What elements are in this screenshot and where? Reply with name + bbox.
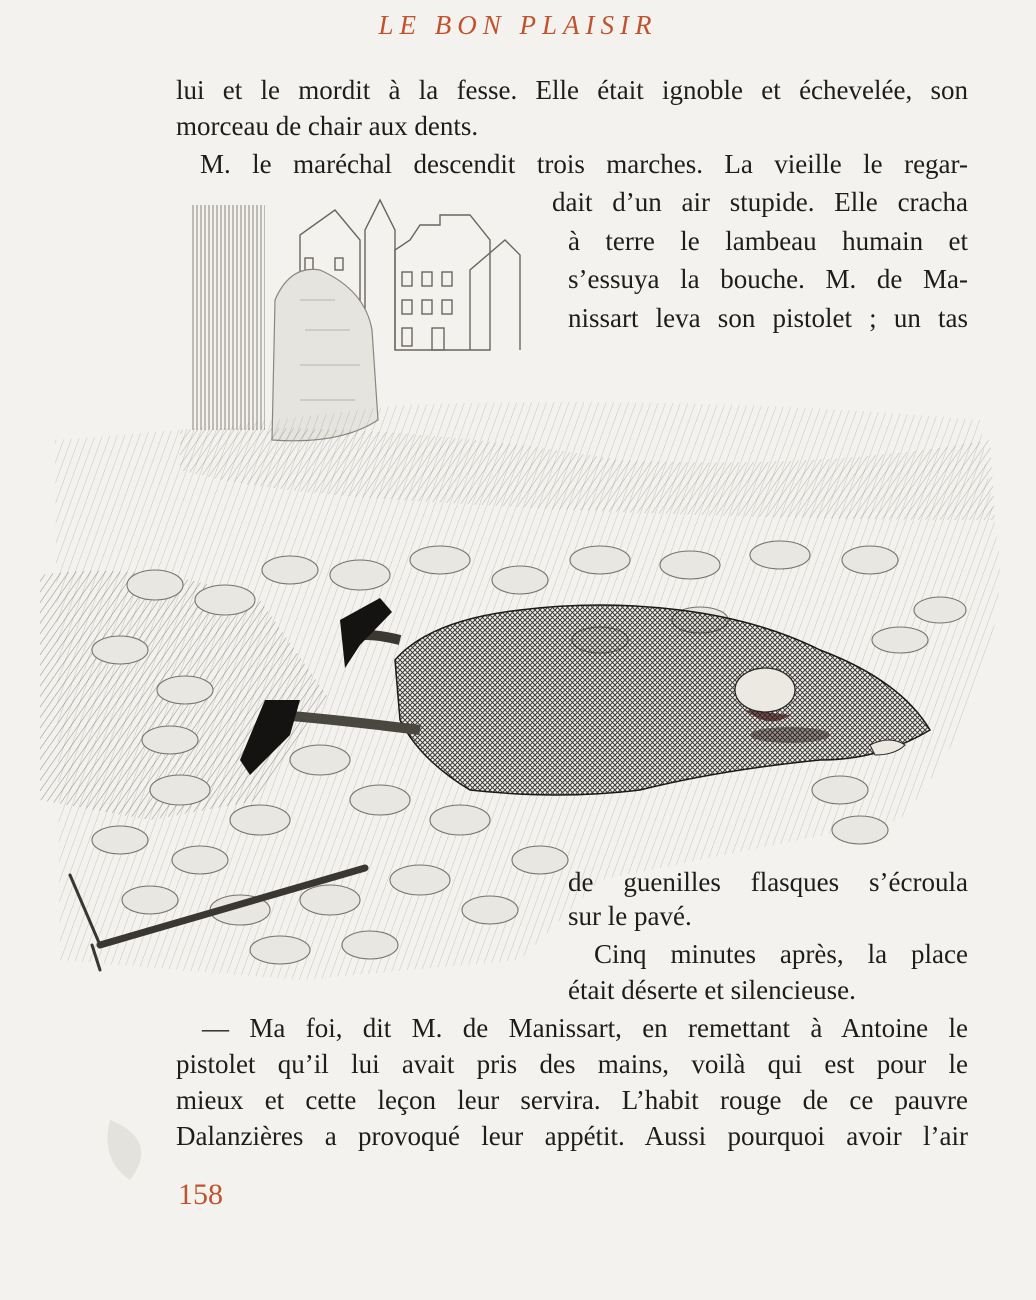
text-line: morceau de chair aux dents. (176, 111, 479, 141)
text-line: nissart leva son pistolet ; un tas (568, 303, 968, 333)
text-line: Cinq minutes après, la place (594, 939, 968, 969)
text-line: de guenilles flasques s’écroula (568, 867, 968, 897)
text-line: sur le pavé. (568, 901, 692, 931)
text-line: lui et le mordit à la fesse. Elle était ignoble et échevelée, son (176, 75, 968, 105)
text-line: M. le maréchal descendit trois marches. La vieille le regar- (200, 149, 968, 179)
text-line: à terre le lambeau humain et (568, 226, 968, 256)
page-number: 158 (178, 1178, 223, 1211)
text-line: — Ma foi, dit M. de Manissart, en remettant à Antoine le (202, 1013, 968, 1043)
text-line: était déserte et silencieuse. (568, 975, 856, 1005)
text-line: mieux et cette leçon leur servira. L’habit rouge de ce pauvre (176, 1085, 968, 1115)
text-line: pistolet qu’il lui avait pris des mains, voilà qui est pour le (176, 1049, 968, 1079)
text-line: Dalanzières a provoqué leur appétit. Aussi pourquoi avoir l’air (176, 1121, 968, 1151)
wall-shading (190, 205, 265, 430)
text-line: s’essuya la bouche. M. de Ma- (568, 264, 968, 294)
text-line: dait d’un air stupide. Elle cracha (552, 187, 968, 217)
running-head: LE BON PLAISIR (378, 10, 658, 40)
